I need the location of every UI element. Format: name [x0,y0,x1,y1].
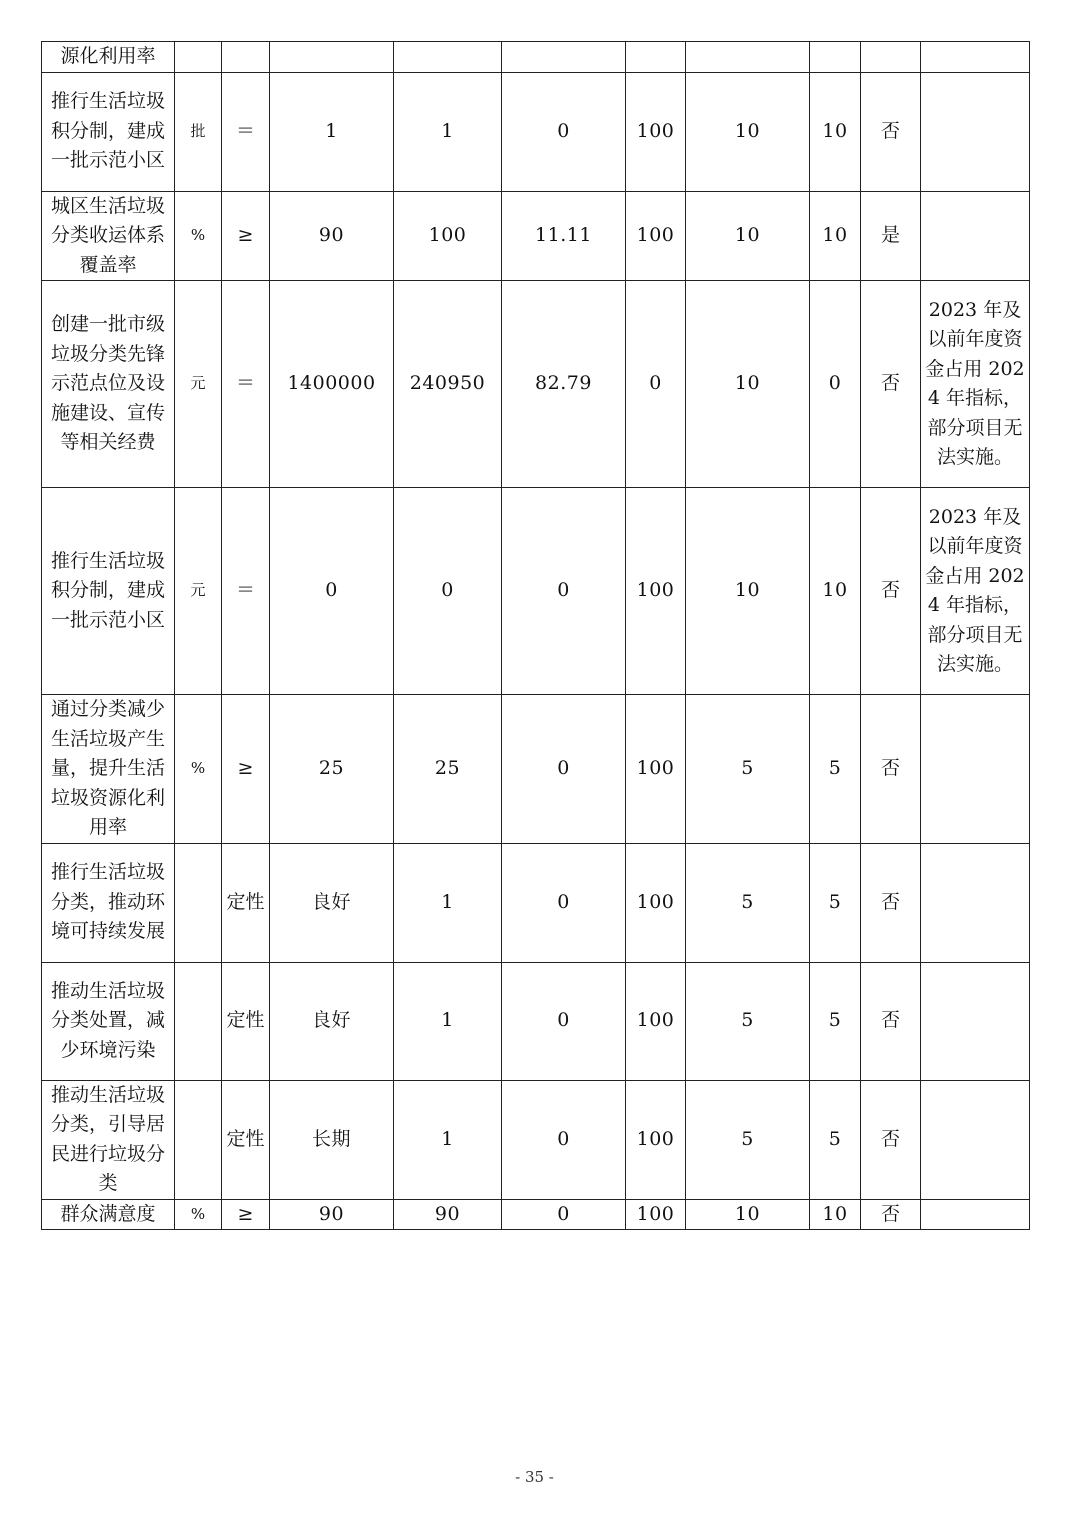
unit-cell: 元 [175,488,222,695]
deviation-rate-cell: 0 [502,695,626,844]
operator-cell [222,42,270,73]
note-cell [921,191,1030,281]
weight-cell: 5 [686,695,810,844]
weight-cell: 10 [686,191,810,281]
target-value-cell: 90 [270,191,394,281]
indicator-cell: 群众满意度 [42,1199,175,1230]
table-row [42,1080,1030,1199]
operator-cell: ≥ [222,191,270,281]
completion-rate-cell: 100 [626,191,686,281]
note-cell: 2023 年及以前年度资金占用 2024 年指标，部分项目无法实施。 [921,281,1030,488]
deviation-rate-cell: 0 [502,1199,626,1230]
operator-cell: ＝ [222,72,270,191]
indicator-cell: 创建一批市级垃圾分类先锋示范点位及设施建设、宣传等相关经费 [42,281,175,488]
table-row [42,962,1030,1080]
indicator-cell: 城区生活垃圾分类收运体系覆盖率 [42,191,175,281]
table-row [42,1199,1030,1230]
score-cell: 10 [810,488,861,695]
flag-cell: 是 [861,191,921,281]
flag-cell: 否 [861,962,921,1080]
completion-rate-cell: 100 [626,1199,686,1230]
performance-indicator-table [41,41,1030,1230]
weight-cell: 5 [686,1080,810,1199]
table-row [42,488,1030,695]
target-value-cell: 良好 [270,843,394,962]
indicator-cell: 推行生活垃圾积分制，建成一批示范小区 [42,72,175,191]
unit-cell [175,843,222,962]
table-row [42,843,1030,962]
indicator-cell: 通过分类减少生活垃圾产生量，提升生活垃圾资源化利用率 [42,695,175,844]
flag-cell: 否 [861,488,921,695]
flag-cell: 否 [861,281,921,488]
note-cell: 2023 年及以前年度资金占用 2024 年指标，部分项目无法实施。 [921,488,1030,695]
note-cell [921,695,1030,844]
table-row [42,191,1030,281]
actual-value-cell: 1 [394,962,502,1080]
score-cell: 10 [810,72,861,191]
completion-rate-cell: 100 [626,1080,686,1199]
score-cell: 0 [810,281,861,488]
flag-cell: 否 [861,695,921,844]
deviation-rate-cell: 0 [502,843,626,962]
deviation-rate-cell: 0 [502,1080,626,1199]
page-number: - 35 - [515,1468,554,1486]
unit-cell: % [175,695,222,844]
actual-value-cell: 25 [394,695,502,844]
note-cell [921,843,1030,962]
actual-value-cell: 1 [394,843,502,962]
actual-value-cell: 240950 [394,281,502,488]
deviation-rate-cell: 0 [502,72,626,191]
weight-cell [686,42,810,73]
indicator-cell: 推行生活垃圾分类，推动环境可持续发展 [42,843,175,962]
indicator-cell: 推行生活垃圾积分制，建成一批示范小区 [42,488,175,695]
note-cell [921,72,1030,191]
operator-cell: ≥ [222,695,270,844]
weight-cell: 10 [686,488,810,695]
completion-rate-cell: 100 [626,962,686,1080]
unit-cell: % [175,191,222,281]
weight-cell: 10 [686,281,810,488]
operator-cell: ≥ [222,1199,270,1230]
flag-cell: 否 [861,1199,921,1230]
flag-cell [861,42,921,73]
table-row [42,72,1030,191]
note-cell [921,1199,1030,1230]
flag-cell: 否 [861,843,921,962]
flag-cell: 否 [861,72,921,191]
completion-rate-cell: 0 [626,281,686,488]
flag-cell: 否 [861,1080,921,1199]
weight-cell: 10 [686,72,810,191]
target-value-cell: 1 [270,72,394,191]
score-cell: 5 [810,962,861,1080]
operator-cell: 定性 [222,843,270,962]
score-cell: 5 [810,843,861,962]
score-cell [810,42,861,73]
completion-rate-cell: 100 [626,488,686,695]
score-cell: 5 [810,695,861,844]
completion-rate-cell: 100 [626,695,686,844]
unit-cell: % [175,1199,222,1230]
unit-cell [175,962,222,1080]
deviation-rate-cell [502,42,626,73]
deviation-rate-cell: 0 [502,488,626,695]
completion-rate-cell: 100 [626,843,686,962]
target-value-cell: 良好 [270,962,394,1080]
table-body [42,42,1030,1230]
indicator-cell: 推动生活垃圾分类处置，减少环境污染 [42,962,175,1080]
operator-cell: 定性 [222,1080,270,1199]
deviation-rate-cell: 82.79 [502,281,626,488]
actual-value-cell: 1 [394,72,502,191]
score-cell: 10 [810,1199,861,1230]
operator-cell: ＝ [222,488,270,695]
weight-cell: 5 [686,962,810,1080]
unit-cell [175,1080,222,1199]
indicator-cell: 源化利用率 [42,42,175,73]
unit-cell: 批 [175,72,222,191]
actual-value-cell: 0 [394,488,502,695]
weight-cell: 5 [686,843,810,962]
unit-cell: 元 [175,281,222,488]
table-row [42,42,1030,73]
target-value-cell: 1400000 [270,281,394,488]
target-value-cell: 90 [270,1199,394,1230]
operator-cell: ＝ [222,281,270,488]
note-cell [921,42,1030,73]
note-cell [921,1080,1030,1199]
completion-rate-cell [626,42,686,73]
unit-cell [175,42,222,73]
target-value-cell: 25 [270,695,394,844]
table-row [42,695,1030,844]
score-cell: 5 [810,1080,861,1199]
target-value-cell: 长期 [270,1080,394,1199]
completion-rate-cell: 100 [626,72,686,191]
target-value-cell: 0 [270,488,394,695]
indicator-cell: 推动生活垃圾分类，引导居民进行垃圾分类 [42,1080,175,1199]
actual-value-cell: 90 [394,1199,502,1230]
score-cell: 10 [810,191,861,281]
note-cell [921,962,1030,1080]
actual-value-cell: 1 [394,1080,502,1199]
table-row [42,281,1030,488]
deviation-rate-cell: 0 [502,962,626,1080]
target-value-cell [270,42,394,73]
actual-value-cell [394,42,502,73]
operator-cell: 定性 [222,962,270,1080]
weight-cell: 10 [686,1199,810,1230]
actual-value-cell: 100 [394,191,502,281]
deviation-rate-cell: 11.11 [502,191,626,281]
